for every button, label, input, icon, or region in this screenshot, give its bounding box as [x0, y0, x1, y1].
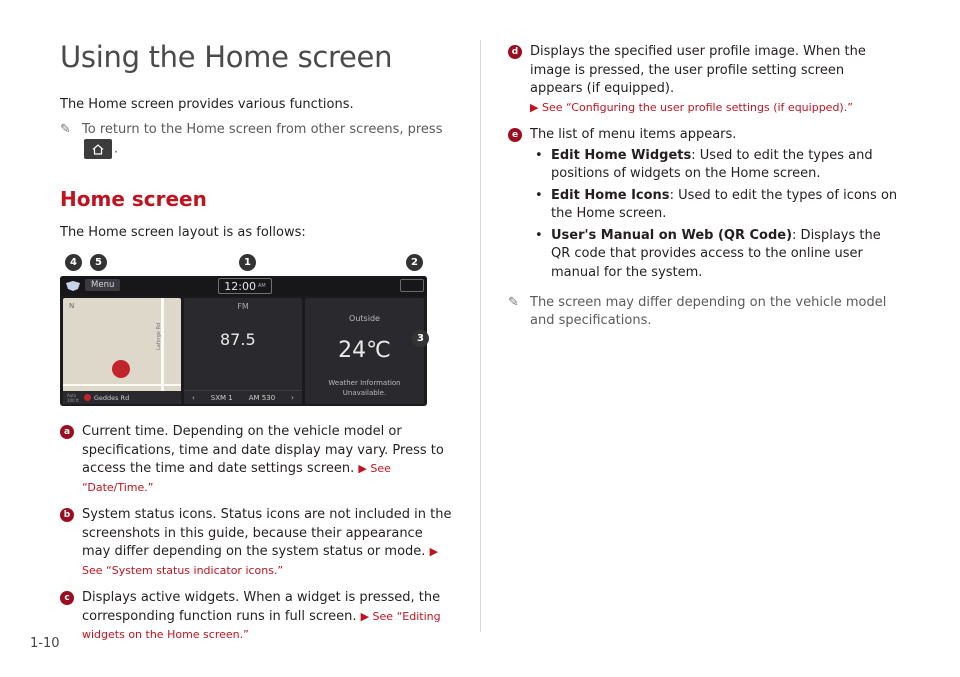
- radio-controls: [184, 390, 302, 404]
- clock-display[interactable]: [218, 278, 272, 294]
- list-item: • User's Manual on Web (QR Code): Displays the QR code that provides access to the online user manual for the system.: [535, 227, 881, 280]
- sub-term: Edit Home Icons: [551, 187, 670, 203]
- item-bullet: e: [508, 128, 522, 142]
- list-item: • Edit Home Widgets: Used to edit the types and positions of widgets on the Home screen.: [535, 147, 873, 181]
- callout-4: 4: [65, 254, 82, 271]
- sub-term: Edit Home Widgets: [551, 147, 692, 163]
- note-text: The screen may differ depending on the vehicle model and specifications.: [530, 295, 887, 328]
- weather-widget[interactable]: [305, 298, 424, 404]
- note-text-before: To return to the Home screen from other screens, press: [82, 122, 443, 137]
- item-text: Current time. Depending on the vehicle model or specifications, time and date display may vary. Press to access the time and date settings screen.: [82, 424, 444, 476]
- vehicle-position-icon: [112, 360, 130, 378]
- map-route-bar: [63, 391, 181, 404]
- weather-temperature: 24℃: [338, 338, 391, 363]
- sub-desc: : Used to edit the types and positions of widgets on the Home screen.: [551, 147, 873, 181]
- see-link[interactable]: ▶ See “Date/Time.”: [82, 462, 391, 494]
- section-heading: Home screen: [60, 187, 207, 211]
- chevron-left-icon[interactable]: ‹: [191, 393, 195, 402]
- see-link[interactable]: ▶ See “System status indicator icons.”: [82, 545, 439, 577]
- status-icons-box: [400, 279, 424, 292]
- map-widget[interactable]: [63, 298, 181, 404]
- map-road-horizontal: [63, 384, 181, 386]
- intro-text: The Home screen provides various functions.: [60, 97, 354, 112]
- radio-band: FM: [237, 302, 249, 311]
- item-text: Displays the specified user profile image. When the image is pressed, the user profile setting screen appears (if equipped).: [530, 44, 866, 96]
- note-screen-differ: [508, 294, 898, 330]
- menu-items-list: [530, 147, 898, 283]
- route-marker-icon: [84, 394, 91, 401]
- map-speed: Auto: [67, 392, 77, 398]
- column-divider: [480, 40, 481, 632]
- sub-desc: : Displays the QR code that provides access to the online user manual for the system.: [551, 227, 881, 280]
- item-text: Displays active widgets. When a widget is pressed, the corresponding function runs in full screen.: [82, 590, 441, 624]
- item-bullet: b: [60, 508, 74, 522]
- callout-5: 5: [90, 254, 107, 271]
- layout-text: The Home screen layout is as follows:: [60, 225, 306, 240]
- weather-info-line2: Unavailable.: [342, 389, 387, 397]
- pencil-note-icon: ✎: [60, 122, 71, 137]
- right-column: [508, 43, 898, 330]
- screen-top-bar: [60, 276, 427, 296]
- clock-time: 12:00: [224, 279, 256, 293]
- page-title: Using the Home screen: [60, 40, 393, 74]
- items-left-list: [60, 423, 455, 645]
- menu-button[interactable]: Menu: [85, 279, 120, 291]
- map-speed2: 100 ft: [67, 397, 79, 403]
- compass-icon: N: [69, 302, 75, 310]
- profile-logo-icon[interactable]: [65, 280, 81, 292]
- map-street-label: Laforge Rd: [156, 322, 162, 350]
- list-item: [508, 126, 898, 285]
- item-bullet: c: [60, 591, 74, 605]
- note-text-after: .: [114, 141, 119, 157]
- item-bullet: d: [508, 45, 522, 59]
- list-item: [60, 423, 455, 497]
- home-icon: [84, 139, 112, 159]
- radio-widget[interactable]: [184, 298, 302, 404]
- list-item: • Edit Home Icons: Used to edit the types of icons on the Home screen.: [535, 187, 898, 221]
- item-bullet: a: [60, 425, 74, 439]
- see-link[interactable]: ▶ See “Editing widgets on the Home screen.”: [82, 609, 441, 641]
- weather-info: [305, 378, 424, 398]
- pencil-note-icon: ✎: [508, 295, 519, 310]
- radio-frequency: 87.5: [220, 330, 256, 349]
- head-unit-screen: [60, 276, 427, 406]
- chevron-right-icon[interactable]: ›: [291, 393, 294, 402]
- map-route-name: Geddes Rd: [93, 393, 130, 402]
- callout-3: 3: [412, 330, 429, 347]
- left-column: [60, 40, 455, 654]
- clock-ampm: AM: [257, 283, 266, 289]
- item-text: System status icons. Status icons are not included in the screenshots in this guide, because their appearance may differ depending on the system status or mode.: [82, 507, 452, 559]
- page-number: 1-10: [30, 636, 60, 651]
- weather-label: Outside: [349, 314, 380, 323]
- callout-2: 2: [406, 254, 423, 271]
- map-road-vertical: [161, 298, 164, 404]
- sub-term: User's Manual on Web (QR Code): [551, 227, 793, 243]
- list-item: [508, 43, 898, 117]
- weather-info-line1: Weather Information: [328, 379, 401, 387]
- list-item: [60, 506, 455, 580]
- list-item: [60, 589, 455, 645]
- callout-1: 1: [239, 254, 256, 271]
- note-return-home: [60, 121, 455, 159]
- see-link[interactable]: ▶ See “Configuring the user profile settings (if equipped).”: [530, 100, 853, 114]
- radio-next-station[interactable]: AM 530: [248, 393, 276, 402]
- home-screen-figure: [60, 254, 430, 406]
- radio-prev-station[interactable]: SXM 1: [210, 393, 233, 402]
- item-text: The list of menu items appears.: [530, 127, 737, 142]
- sub-desc: : Used to edit the types of icons on the Home screen.: [551, 187, 898, 221]
